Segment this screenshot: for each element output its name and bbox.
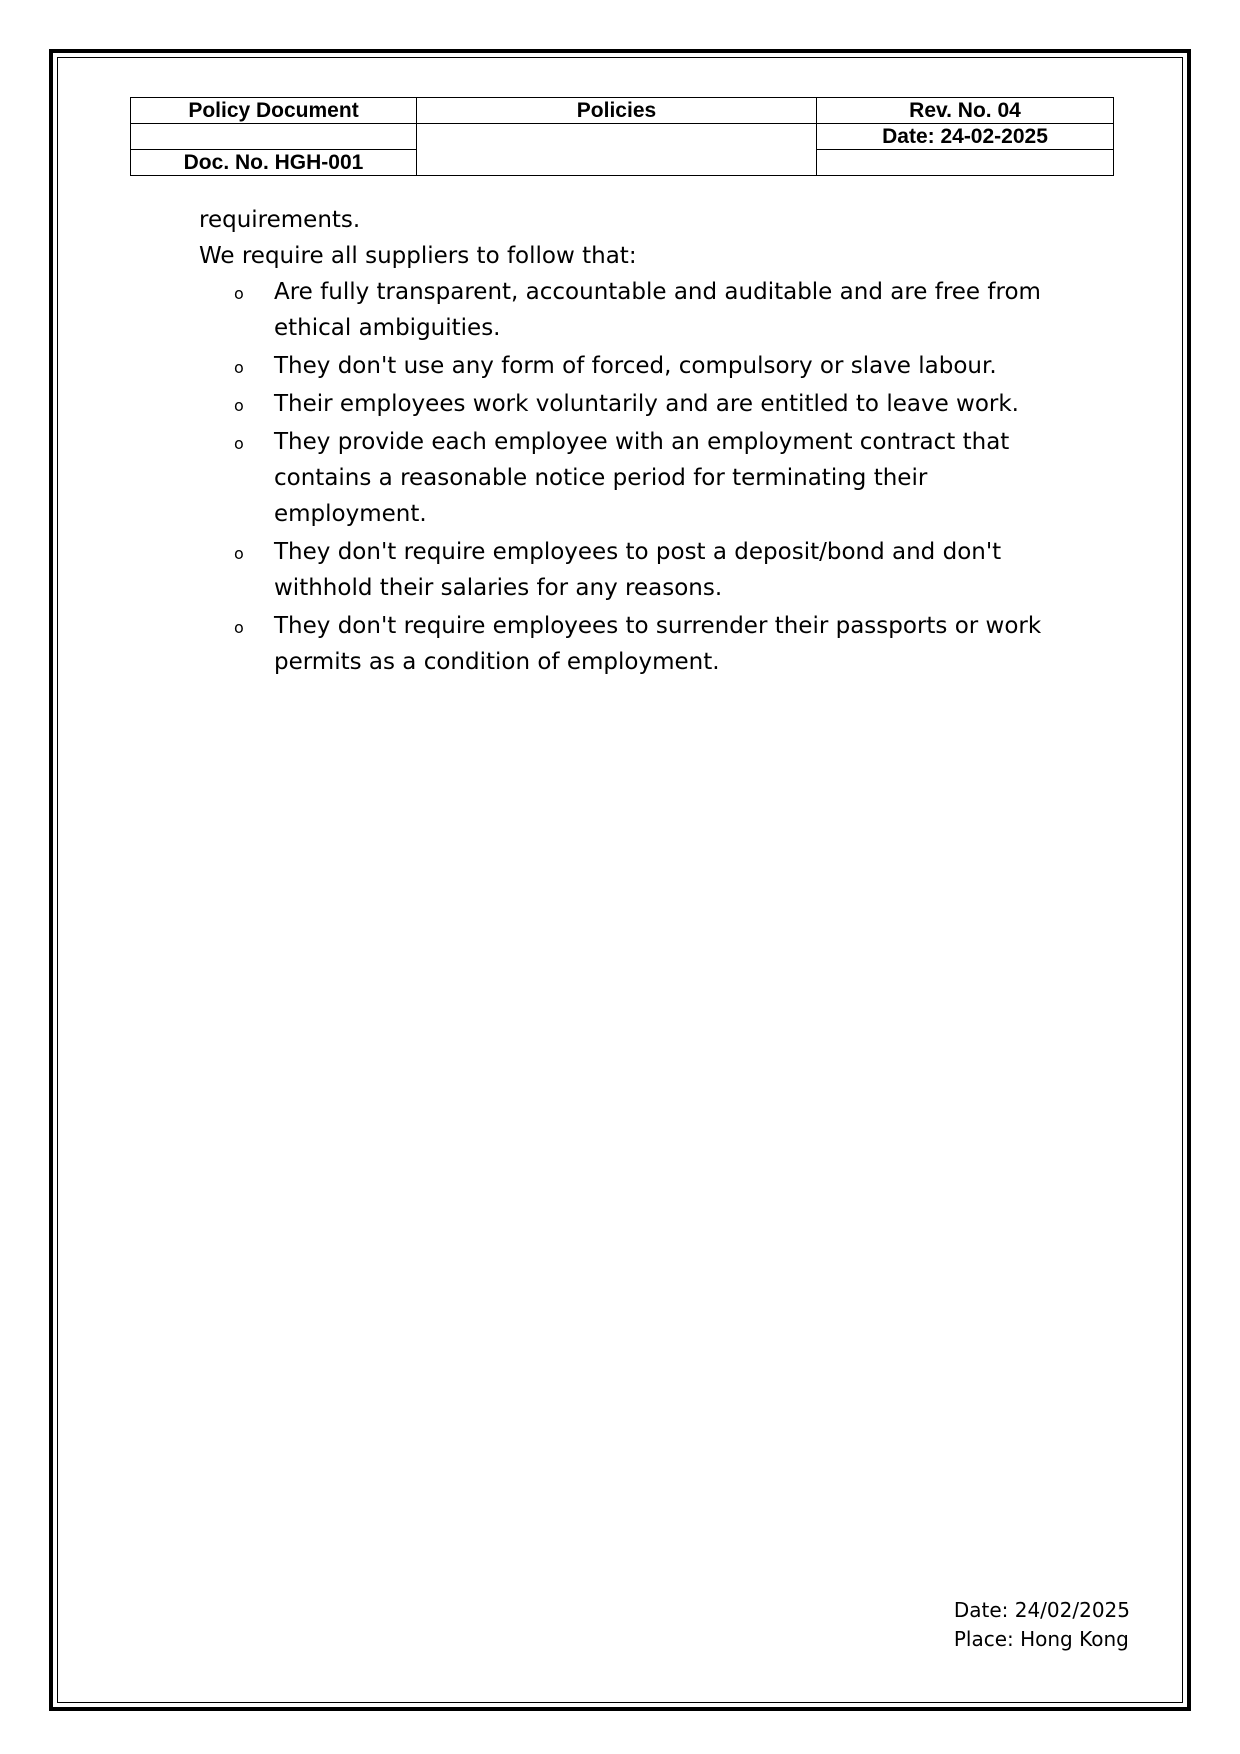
list-item	[234, 274, 1099, 346]
list-item	[234, 534, 1099, 606]
list-item-text: They don't require employees to post a deposit/bond and don't withhold their salaries for any reasons.	[274, 539, 1002, 601]
list-item	[234, 608, 1099, 680]
document-footer	[954, 1596, 1130, 1654]
header-doc-number: Doc. No. HGH-001	[131, 150, 417, 176]
footer-date: Date: 24/02/2025	[953, 1598, 1130, 1622]
header-empty-cell	[131, 124, 417, 150]
circle-bullet-icon: o	[234, 618, 244, 637]
document-header-table	[130, 97, 1114, 176]
header-title: Policies	[417, 98, 817, 124]
list-item-text: They provide each employee with an employment contract that contains a reasonable notice period for terminating their employment.	[274, 429, 1010, 527]
list-item-text: They don't require employees to surrender their passports or work permits as a condition of employment.	[274, 613, 1042, 675]
list-item	[234, 424, 1099, 532]
circle-bullet-icon: o	[234, 284, 244, 303]
intro-text: We require all suppliers to follow that:	[199, 243, 637, 269]
list-item-text: Are fully transparent, accountable and auditable and are free from ethical ambiguities.	[274, 279, 1041, 341]
circle-bullet-icon: o	[234, 396, 244, 415]
footer-place: Place: Hong Kong	[953, 1627, 1129, 1651]
circle-bullet-icon: o	[234, 358, 244, 377]
list-item	[234, 386, 1099, 422]
header-center-empty	[417, 124, 817, 176]
circle-bullet-icon: o	[234, 544, 244, 563]
continuation-text: requirements.	[199, 207, 361, 233]
list-item-text: Their employees work voluntarily and are entitled to leave work.	[274, 391, 1019, 417]
header-date: Date: 24-02-2025	[817, 124, 1114, 150]
header-doc-type: Policy Document	[131, 98, 417, 124]
header-revision: Rev. No. 04	[817, 98, 1114, 124]
requirements-list	[199, 274, 1099, 680]
list-item-text: They don't use any form of forced, compulsory or slave labour.	[274, 353, 997, 379]
circle-bullet-icon: o	[234, 434, 244, 453]
list-item	[234, 348, 1099, 384]
header-empty-cell	[817, 150, 1114, 176]
policy-body	[199, 202, 1099, 682]
